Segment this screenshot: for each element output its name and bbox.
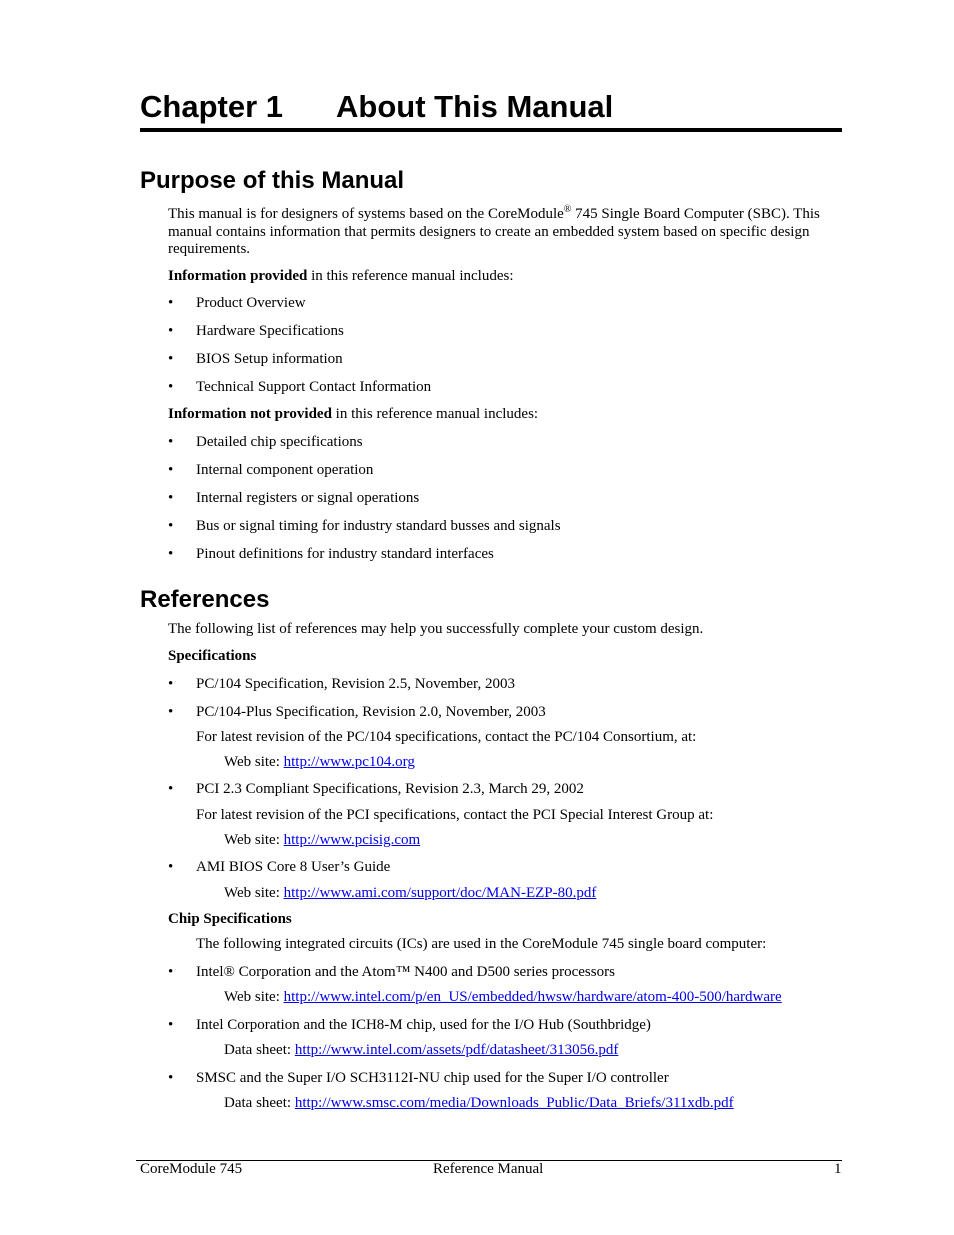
footer-page-number: 1 [834, 1161, 842, 1177]
list-item: Pinout definitions for industry standard interfaces [196, 546, 494, 562]
specifications-heading: Specifications [168, 648, 257, 664]
section-heading-purpose: Purpose of this Manual [140, 167, 405, 194]
pc104-link[interactable]: http://www.pc104.org [283, 754, 415, 770]
web-site-line: Web site: http://www.intel.com/p/en_US/embedded/hwsw/hardware/atom-400-500/hardware [224, 989, 782, 1005]
list-item: Intel® Corporation and the Atom™ N400 and D500 series processors [196, 964, 615, 980]
bullet-icon: • [168, 1070, 174, 1086]
list-item: Technical Support Contact Information [196, 379, 432, 395]
note-text: For latest revision of the PC/104 specifications, contact the PC/104 Consortium, at: [196, 729, 697, 745]
section-heading-references: References [140, 586, 270, 613]
note-text: For latest revision of the PCI specifications, contact the PCI Special Interest Group at: [196, 807, 714, 823]
bullet-icon: • [168, 351, 174, 367]
intel-atom-link[interactable]: http://www.intel.com/p/en_US/embedded/hwsw/hardware/atom-400-500/hardware [283, 989, 782, 1005]
purpose-intro: This manual is for designers of systems based on the CoreModule® 745 Single Board Computer (SBC). This manual contains information that permits designers to create an embedded system based on specific design requirements. [168, 204, 820, 257]
list-item: Detailed chip specifications [196, 434, 363, 450]
provided-intro: Information provided in this reference manual includes: [168, 268, 514, 284]
bullet-icon: • [168, 676, 174, 692]
list-item: Bus or signal timing for industry standard busses and signals [196, 518, 561, 534]
bullet-icon: • [168, 546, 174, 562]
chapter-rule [140, 128, 842, 132]
list-item: SMSC and the Super I/O SCH3112I-NU chip used for the Super I/O controller [196, 1070, 669, 1086]
bullet-icon: • [168, 781, 174, 797]
list-item: PC/104-Plus Specification, Revision 2.0, November, 2003 [196, 704, 546, 720]
footer-product: CoreModule 745 [140, 1161, 243, 1177]
intel-ich8-link[interactable]: http://www.intel.com/assets/pdf/datasheet/313056.pdf [294, 1042, 619, 1058]
chapter-title: About This Manual [336, 89, 614, 124]
bullet-icon: • [168, 859, 174, 875]
bullet-icon: • [168, 1017, 174, 1033]
web-site-line: Web site: http://www.pc104.org [224, 754, 415, 770]
list-item: AMI BIOS Core 8 User’s Guide [196, 859, 391, 875]
list-item: PC/104 Specification, Revision 2.5, November, 2003 [196, 676, 515, 692]
data-sheet-line: Data sheet: http://www.smsc.com/media/Downloads_Public/Data_Briefs/311xdb.pdf [224, 1095, 734, 1111]
chapter-heading [140, 86, 842, 128]
bullet-icon: • [168, 964, 174, 980]
not-provided-intro: Information not provided in this reference manual includes: [168, 406, 539, 422]
chip-specifications-heading: Chip Specifications [168, 911, 292, 927]
ami-link[interactable]: http://www.ami.com/support/doc/MAN-EZP-80.pdf [283, 885, 597, 901]
data-sheet-line: Data sheet: http://www.intel.com/assets/pdf/datasheet/313056.pdf [224, 1042, 619, 1058]
chapter-number: Chapter 1 [140, 89, 283, 124]
bullet-icon: • [168, 323, 174, 339]
list-item: Internal component operation [196, 462, 374, 478]
list-item: Internal registers or signal operations [196, 490, 420, 506]
web-site-line: Web site: http://www.pcisig.com [224, 832, 421, 848]
web-site-line: Web site: http://www.ami.com/support/doc/MAN-EZP-80.pdf [224, 885, 597, 901]
bullet-icon: • [168, 704, 174, 720]
footer-manual-title: Reference Manual [433, 1161, 544, 1177]
list-item: Intel Corporation and the ICH8-M chip, used for the I/O Hub (Southbridge) [196, 1017, 651, 1033]
bullet-icon: • [168, 295, 174, 311]
chip-intro: The following integrated circuits (ICs) are used in the CoreModule 745 single board computer: [196, 936, 767, 952]
bullet-icon: • [168, 490, 174, 506]
list-item: PCI 2.3 Compliant Specifications, Revision 2.3, March 29, 2002 [196, 781, 584, 797]
list-item: BIOS Setup information [196, 351, 343, 367]
pcisig-link[interactable]: http://www.pcisig.com [283, 832, 421, 848]
bullet-icon: • [168, 379, 174, 395]
bullet-icon: • [168, 434, 174, 450]
list-item: Product Overview [196, 295, 306, 311]
references-intro: The following list of references may help you successfully complete your custom design. [168, 621, 704, 637]
bullet-icon: • [168, 462, 174, 478]
smsc-link[interactable]: http://www.smsc.com/media/Downloads_Public/Data_Briefs/311xdb.pdf [294, 1095, 734, 1111]
bullet-icon: • [168, 518, 174, 534]
list-item: Hardware Specifications [196, 323, 344, 339]
